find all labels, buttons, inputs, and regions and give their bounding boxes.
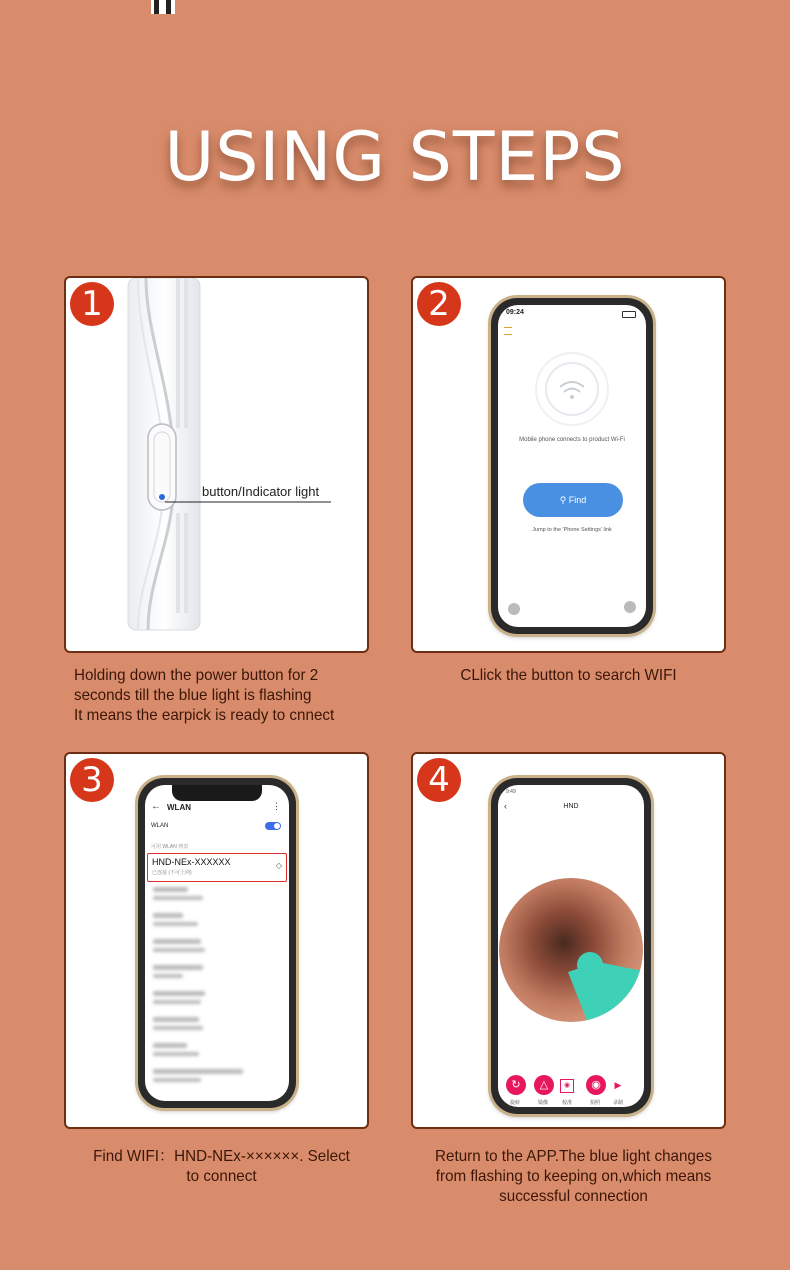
- wlan-toggle[interactable]: [265, 822, 281, 830]
- available-wlan-section: 可用 WLAN 列表: [151, 844, 189, 850]
- menu-icon[interactable]: [504, 327, 512, 335]
- more-icon[interactable]: ⋮: [272, 801, 281, 811]
- step-1-badge: 1: [70, 282, 114, 326]
- record-tool-label: 录制: [613, 1100, 624, 1106]
- step-3-caption: Find WIFI：HND-NEx-××××××. Select to connect: [93, 1148, 350, 1185]
- network-status: 已连接 (不可上网): [152, 870, 192, 876]
- phone-mockup: [138, 778, 296, 1108]
- step-1-caption: Holding down the power button for 2 seconds till the blue light is flashing It means the earpick is ready to cnnect: [74, 667, 335, 724]
- back-arrow-icon[interactable]: ←: [151, 801, 161, 812]
- blurred-network-item: [153, 911, 281, 931]
- find-button[interactable]: [523, 483, 623, 517]
- hnd-network-item[interactable]: [147, 853, 287, 882]
- blurred-network-item: [153, 1041, 281, 1061]
- step-2-badge: 2: [417, 282, 461, 326]
- search-icon: ⚲: [559, 495, 567, 505]
- phone-notch: [172, 785, 262, 801]
- photo-tool-label: 拍照: [590, 1100, 601, 1106]
- blurred-network-item: [153, 963, 281, 983]
- mirror-tool-label: 镜像: [538, 1100, 549, 1106]
- blurred-network-item: [153, 1067, 281, 1087]
- blurred-network-item: [153, 937, 281, 957]
- phone-screen: [498, 305, 646, 627]
- play-icon[interactable]: [624, 601, 636, 613]
- back-arrow-icon[interactable]: ‹: [504, 801, 507, 811]
- mirror-tool-button[interactable]: △: [534, 1075, 554, 1095]
- status-time: 9:49: [506, 789, 516, 795]
- step-4-badge: 4: [417, 758, 461, 802]
- indicator-light-label: button/Indicator light: [202, 484, 320, 499]
- calibrate-tool-button[interactable]: ◉: [560, 1079, 574, 1093]
- wifi-message: Mobile phone connects to product Wi-Fi: [519, 437, 625, 443]
- blurred-network-item: [153, 1015, 281, 1035]
- rotate-tool-label: 旋转: [510, 1100, 521, 1106]
- ear-camera-view: [498, 877, 644, 1023]
- network-name: HND-NEx-XXXXXX: [152, 857, 231, 867]
- battery-icon: [622, 311, 636, 318]
- status-time: 09:24: [506, 309, 524, 316]
- phone-mockup: [491, 778, 651, 1114]
- step-3-badge: 3: [70, 758, 114, 802]
- wlan-toggle-label: WLAN: [151, 823, 169, 829]
- phone-screen: [145, 785, 289, 1101]
- photo-tool-button[interactable]: ◉: [586, 1075, 606, 1095]
- step-2-card: [411, 276, 726, 653]
- page-title: USING STEPS: [164, 118, 626, 197]
- phone-mockup: [491, 298, 653, 634]
- step-4-card: [411, 752, 726, 1129]
- phone-screen: [498, 785, 644, 1107]
- album-icon[interactable]: [508, 603, 520, 615]
- wifi-signal-icon: ◇: [275, 861, 282, 870]
- step-2-caption: CLlick the button to search WIFI: [460, 667, 677, 684]
- record-tool-button[interactable]: ▶: [614, 1080, 622, 1090]
- brand-logo-fragment: [151, 0, 175, 14]
- earpick-device-image: [66, 278, 369, 653]
- find-label: Find: [568, 495, 587, 505]
- settings-link[interactable]: Jump to the 'Phone Settings' link: [532, 527, 612, 533]
- step-3-card: [64, 752, 369, 1129]
- app-header: HND: [563, 803, 579, 810]
- wlan-header: WLAN: [167, 803, 191, 812]
- rotate-tool-button[interactable]: ↻: [506, 1075, 526, 1095]
- wifi-search-icon: [532, 349, 612, 429]
- step-4-caption: Return to the APP.The blue light changes from flashing to keeping on,which means successful connection: [435, 1148, 712, 1205]
- blurred-network-item: [153, 989, 281, 1009]
- blurred-network-item: [153, 885, 281, 905]
- step-1-card: [64, 276, 369, 653]
- calibrate-tool-label: 校准: [562, 1100, 573, 1106]
